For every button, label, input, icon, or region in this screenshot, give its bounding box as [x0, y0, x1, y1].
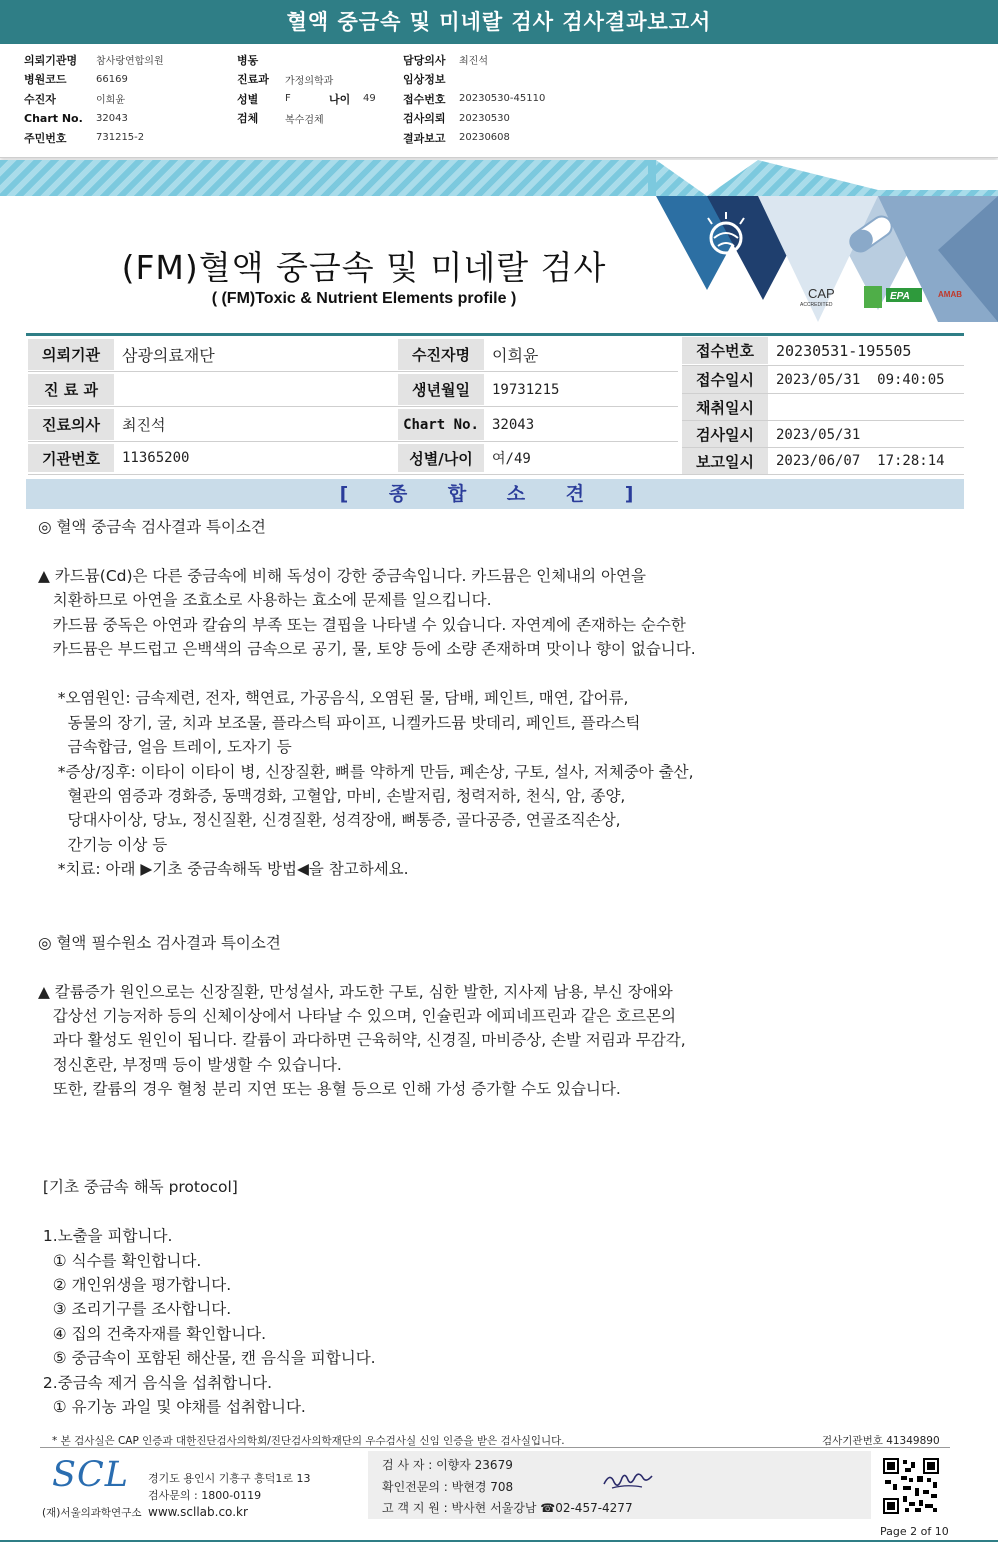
findings-line: ▲ 카드뮴(Cd)은 다른 중금속에 비해 독성이 강한 중금속입니다. 카드뮴은 인체내의 아연을: [38, 566, 646, 585]
info-label-receipt-time: 접수일시: [682, 366, 768, 393]
value-request-date: 20230530: [459, 112, 510, 124]
inspector-line: 검 사 자 : 이향자 23679: [382, 1458, 513, 1472]
findings-line: 당대사이상, 당뇨, 정신질환, 신경질환, 성격장애, 뼈통증, 골다공증, 연골조직손상,: [38, 811, 621, 830]
value-chart-no: 32043: [96, 112, 128, 124]
address: 경기도 용인시 기흥구 흥덕1로 13: [148, 1472, 311, 1485]
bottom-rule: [0, 1540, 998, 1542]
info-label-collection-time: 채취일시: [682, 394, 768, 421]
findings-line: ① 식수를 확인합니다.: [38, 1251, 202, 1270]
logo-cap: CAP: [808, 286, 835, 301]
findings-line: 2.중금속 제거 음식을 섭취합니다.: [38, 1373, 273, 1392]
accreditation-note: * 본 검사실은 CAP 인증과 대한진단검사의학회/진단검사의학재단의 우수검사실 신임 인증을 받은 검사실입니다.: [52, 1435, 565, 1447]
info-value-receipt-time: 2023/05/31 09:40:05: [776, 371, 945, 388]
inquiry-phone: 검사문의 : 1800-0119: [148, 1489, 262, 1502]
findings-line: *치료: 아래 ▶기초 중금속해독 방법◀을 참고하세요.: [38, 860, 409, 879]
findings-line: ④ 집의 건축자재를 확인합니다.: [38, 1324, 267, 1343]
info-label-test-time: 검사일시: [682, 421, 768, 448]
specialist-line: 확인전문의 : 박현경 708: [382, 1480, 514, 1494]
info-value-receipt-no: 20230531-195505: [776, 341, 912, 360]
value-department: 가정의학과: [285, 75, 334, 87]
findings-line: ① 유기농 과일 및 야채를 섭취합니다.: [38, 1398, 306, 1417]
info-value-birthdate: 19731215: [492, 381, 560, 398]
row-divider: [28, 474, 964, 475]
label-chart-no: Chart No.: [24, 111, 83, 125]
scl-logo: SCL: [52, 1455, 129, 1495]
value-resident-no: 731215-2: [96, 132, 145, 144]
findings-line: 또한, 칼륨의 경우 혈청 분리 지연 또는 용혈 등으로 인해 가성 증가할 수도 있습니다.: [38, 1080, 621, 1099]
header-col-2: [237, 50, 376, 128]
value-requesting-org: 참사랑연합의원: [96, 56, 164, 68]
info-value-sex-age: 여/49: [492, 451, 531, 467]
label-department: 진료과: [237, 73, 269, 87]
test-title: (FM)혈액 중금속 및 미네랄 검사: [121, 248, 607, 287]
label-sex: 성별: [237, 92, 259, 106]
label-specimen: 검체: [237, 112, 259, 126]
findings-line: 카드뮴 중독은 아연과 칼슘의 부족 또는 결핍을 나타낼 수 있습니다. 자연계에 존재하는 순수한: [38, 615, 686, 634]
info-table-topline: [26, 333, 964, 336]
info-value-requesting-org: 삼광의료재단: [122, 346, 215, 365]
findings-line: 치환하므로 아연을 조효소로 사용하는 효소에 문제를 일으킵니다.: [38, 591, 492, 610]
test-subtitle: ( (FM)Toxic & Nutrient Elements profile ): [211, 290, 517, 307]
logo-cap-accredited: ACCREDITED: [800, 302, 833, 308]
value-report-date: 20230608: [459, 132, 510, 144]
findings-line: 갑상선 기능저하 등의 신체이상에서 나타날 수 있으며, 인슐린과 에피네프린과 같은 호르몬의: [38, 1007, 676, 1025]
info-value-report-time: 2023/06/07 17:28:14: [776, 453, 945, 469]
findings-line: *오염원인: 금속제련, 전자, 핵연료, 가공음식, 오염된 물, 담배, 페인트, 매연, 갑어류,: [38, 689, 629, 708]
findings-line: 카드뮴은 부드럽고 은백색의 금속으로 공기, 물, 토양 등에 소량 존재하며 맛이나 향이 없습니다.: [38, 640, 696, 659]
info-label-sex-age: 성별/나이: [398, 444, 484, 472]
info-value-patient-name: 이희윤: [492, 346, 539, 365]
logo-amab: AMAB: [938, 290, 962, 299]
info-label-inst-no: 기관번호: [28, 444, 114, 472]
label-hospital-code: 병원코드: [24, 73, 67, 87]
label-doctor: 담당의사: [403, 53, 446, 67]
report-title: 혈액 중금속 및 미네랄 검사 검사결과보고서: [0, 0, 998, 44]
findings-line: ◎ 혈액 중금속 검사결과 특이소견: [38, 518, 266, 536]
info-label-chart-no: Chart No.: [398, 409, 484, 440]
value-specimen: 복수검체: [285, 114, 324, 126]
value-receipt-no: 20230530-45110: [459, 93, 546, 105]
label-report-date: 결과보고: [403, 131, 446, 145]
info-value-collection-time: [768, 394, 964, 421]
label-request-date: 검사의뢰: [403, 112, 446, 126]
findings-line: 1.노출을 피합니다.: [38, 1227, 173, 1246]
label-patient: 수진자: [24, 92, 56, 106]
findings-line: ⑤ 중금속이 포함된 해산물, 캔 음식을 피합니다.: [38, 1349, 376, 1368]
findings-line: ◎ 혈액 필수원소 검사결과 특이소견: [38, 933, 281, 952]
findings-line: 정신혼란, 부정맥 등이 발생할 수 있습니다.: [38, 1055, 342, 1074]
row-divider: [682, 447, 964, 448]
footer-divider: [40, 1447, 950, 1448]
info-value-chart-no: 32043: [492, 416, 535, 433]
label-ward: 병동: [237, 53, 259, 67]
row-divider: [28, 441, 678, 442]
findings-line: 혈관의 염증과 경화증, 동맥경화, 고혈압, 마비, 손발저림, 청력저하, 천식, 암, 종양,: [38, 786, 626, 805]
value-hospital-code: 66169: [96, 73, 128, 85]
findings-line: 간기능 이상 등: [38, 835, 168, 854]
value-patient: 이희윤: [96, 95, 125, 107]
logo-epa: EPA: [890, 291, 910, 302]
label-receipt-no: 접수번호: [403, 92, 446, 106]
findings-line: 동물의 장기, 굴, 치과 보조물, 플라스틱 파이프, 니켈카드뮴 밧데리, 페인트, 플라스틱: [38, 713, 641, 732]
findings-line: *증상/징후: 이타이 이타이 병, 신장질환, 뼈를 약하게 만듬, 폐손상, 구토, 설사, 저체중아 출산,: [38, 762, 694, 781]
specialist-signature: [602, 1470, 654, 1492]
row-divider: [682, 393, 964, 394]
label-age: 나이: [329, 92, 351, 106]
row-divider: [28, 406, 678, 407]
findings-line: ② 개인위생을 평가합니다.: [38, 1275, 232, 1294]
value-sex: F: [285, 93, 291, 105]
value-age: 49: [363, 93, 376, 105]
page-number: Page 2 of 10: [880, 1525, 949, 1538]
value-doctor: 최진석: [459, 56, 488, 68]
findings-line: 금속합금, 얼음 트레이, 도자기 등: [38, 738, 292, 757]
inspection-institution-no: 검사기관번호 41349890: [822, 1435, 940, 1447]
header-col-1: [24, 50, 164, 148]
support-line: 고 객 지 원 : 박사현 서울강남 ☎02-457-4277: [382, 1501, 633, 1515]
info-label-birthdate: 생년월일: [398, 374, 484, 405]
findings-line: [기초 중금속 해독 protocol]: [38, 1178, 238, 1197]
info-value-inst-no: 11365200: [122, 450, 190, 466]
info-label-doctor: 진료의사: [28, 409, 114, 440]
row-divider: [28, 371, 678, 372]
label-requesting-org: 의뢰기관명: [24, 53, 78, 67]
info-label-requesting-org: 의뢰기관: [28, 339, 114, 370]
website-link[interactable]: www.scllab.co.kr: [148, 1505, 248, 1519]
info-label-department: 진 료 과: [28, 374, 114, 405]
summary-header: [ 종 합 소 견 ]: [26, 479, 964, 509]
label-resident-no: 주민번호: [24, 131, 67, 145]
info-value-test-time: 2023/05/31: [776, 426, 861, 443]
row-divider: [682, 420, 964, 421]
header-col-3: [403, 50, 545, 148]
label-clinical-info: 임상정보: [403, 73, 446, 87]
institution-name: (재)서울의과학연구소: [42, 1507, 142, 1519]
info-value-doctor: 최진석: [122, 416, 166, 434]
info-label-report-time: 보고일시: [682, 448, 768, 474]
info-label-receipt-no: 접수번호: [682, 337, 768, 364]
info-value-department: [114, 374, 396, 405]
info-label-patient-name: 수진자명: [398, 339, 484, 370]
findings-line: ③ 조리기구를 조사합니다.: [38, 1300, 232, 1319]
qr-code: [883, 1458, 939, 1514]
report-info-header: [0, 44, 998, 158]
row-divider: [682, 365, 964, 366]
findings-line: 과다 활성도 원인이 됩니다. 칼륨이 과다하면 근육허약, 신경질, 마비증상, 손발 저림과 무감각,: [38, 1031, 686, 1050]
findings-line: ▲ 칼륨증가 원인으로는 신장질환, 만성설사, 과도한 구토, 심한 발한, 지사제 남용, 부신 장애와: [38, 982, 673, 1001]
